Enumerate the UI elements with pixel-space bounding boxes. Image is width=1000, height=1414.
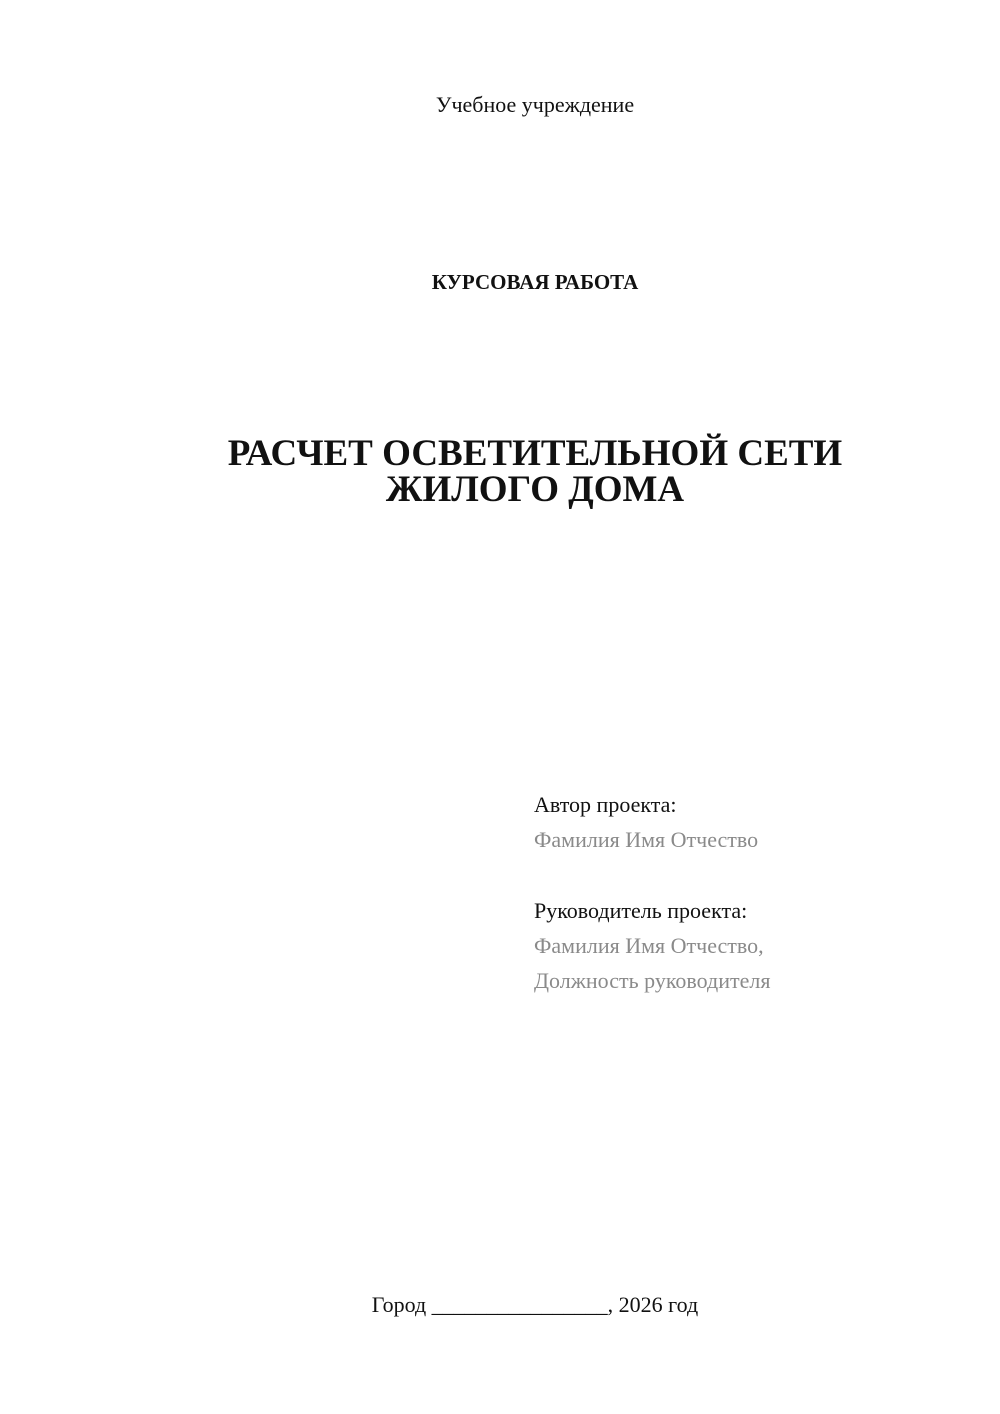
document-title — [0, 433, 1000, 510]
document-title-line-2: ЖИЛОГО ДОМА — [385, 469, 685, 510]
credits-spacer — [534, 857, 770, 893]
credits-block — [534, 787, 770, 998]
author-name: Фамилия Имя Отчество — [534, 827, 759, 852]
supervisor-name: Фамилия Имя Отчество, — [534, 933, 764, 958]
city-year-line: Город ________________, 2026 год — [371, 1292, 699, 1317]
work-type-heading: КУРСОВАЯ РАБОТА — [431, 270, 639, 294]
author-label: Автор проекта: — [534, 792, 677, 817]
document-title-line-1: РАСЧЕТ ОСВЕТИТЕЛЬНОЙ СЕТИ — [227, 433, 843, 474]
supervisor-label: Руководитель проекта: — [534, 898, 748, 923]
supervisor-position: Должность руководителя — [534, 968, 771, 993]
institution-name: Учебное учреждение — [435, 92, 635, 117]
